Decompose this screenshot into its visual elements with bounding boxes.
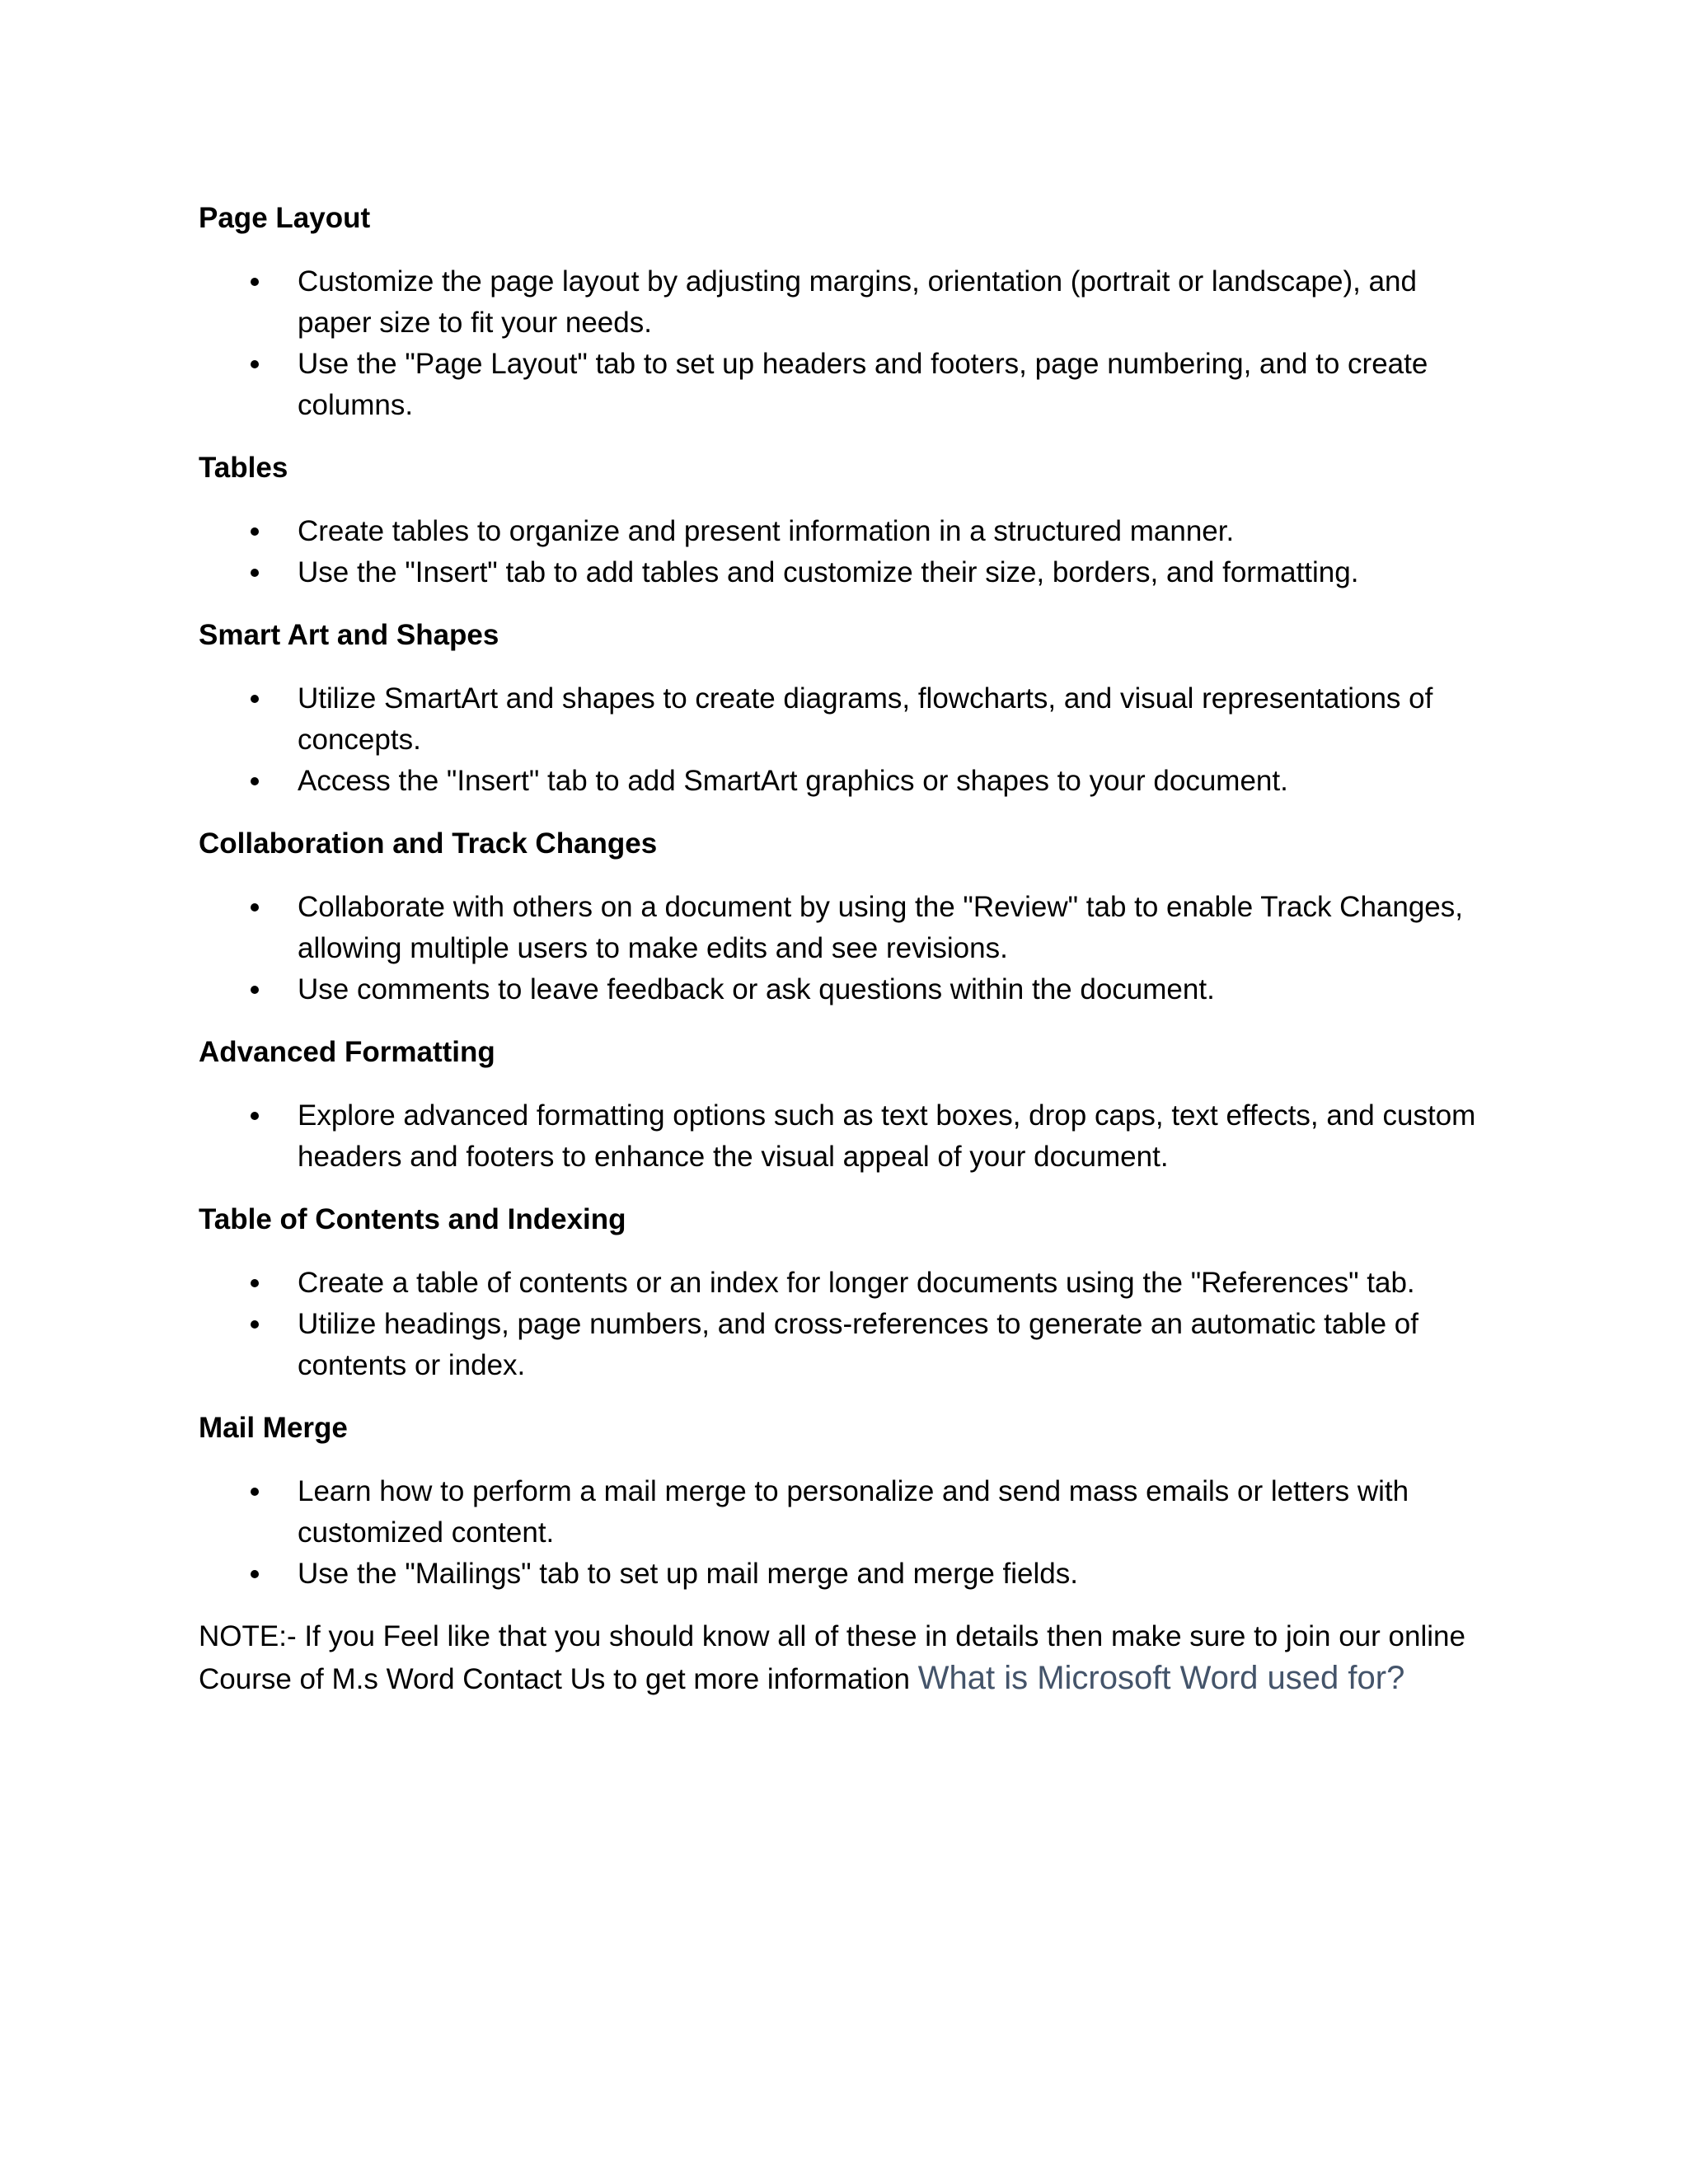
section-smart-art-and-shapes bbox=[199, 615, 1493, 802]
related-article-link[interactable]: What is Microsoft Word used for? bbox=[917, 1660, 1405, 1696]
list-item: Create tables to organize and present information in a structured manner. bbox=[199, 511, 1493, 552]
note-text: NOTE:- If you Feel like that you should know all of these in details then make sure to join our online Course of M.s Word Contact Us to get more information bbox=[199, 1620, 1465, 1695]
list-item: Learn how to perform a mail merge to personalize and send mass emails or letters with customized content. bbox=[199, 1471, 1493, 1554]
list-item: Use the "Mailings" tab to set up mail merge and merge fields. bbox=[199, 1554, 1493, 1595]
list-item: Use comments to leave feedback or ask questions within the document. bbox=[199, 969, 1493, 1010]
bullet-list bbox=[199, 261, 1493, 426]
bullet-list bbox=[199, 1263, 1493, 1386]
section-page-layout bbox=[199, 198, 1493, 426]
section-heading: Smart Art and Shapes bbox=[199, 619, 499, 651]
section-collaboration bbox=[199, 823, 1493, 1010]
note-paragraph bbox=[199, 1616, 1493, 1700]
bullet-list bbox=[199, 887, 1493, 1010]
list-item: Collaborate with others on a document by using the "Review" tab to enable Track Changes, allowing multiple users to make edits and see revisions. bbox=[199, 887, 1493, 969]
bullet-list bbox=[199, 1471, 1493, 1595]
list-item: Access the "Insert" tab to add SmartArt graphics or shapes to your document. bbox=[199, 761, 1493, 802]
bullet-list bbox=[199, 678, 1493, 802]
document-body bbox=[199, 198, 1493, 1700]
list-item: Utilize headings, page numbers, and cross-references to generate an automatic table of contents or index. bbox=[199, 1304, 1493, 1386]
bullet-list bbox=[199, 511, 1493, 593]
list-item: Use the "Page Layout" tab to set up headers and footers, page numbering, and to create columns. bbox=[199, 344, 1493, 426]
section-advanced-formatting bbox=[199, 1032, 1493, 1178]
list-item: Explore advanced formatting options such as text boxes, drop caps, text effects, and custom headers and footers to enhance the visual appeal of your document. bbox=[199, 1095, 1493, 1178]
section-mail-merge bbox=[199, 1408, 1493, 1595]
list-item: Utilize SmartArt and shapes to create diagrams, flowcharts, and visual representations of concepts. bbox=[199, 678, 1493, 761]
section-heading: Advanced Formatting bbox=[199, 1036, 495, 1068]
list-item: Create a table of contents or an index for longer documents using the "References" tab. bbox=[199, 1263, 1493, 1304]
section-heading: Page Layout bbox=[199, 202, 371, 234]
section-heading: Collaboration and Track Changes bbox=[199, 827, 658, 860]
list-item: Use the "Insert" tab to add tables and customize their size, borders, and formatting. bbox=[199, 552, 1493, 593]
list-item: Customize the page layout by adjusting margins, orientation (portrait or landscape), and paper size to fit your needs. bbox=[199, 261, 1493, 344]
section-heading: Table of Contents and Indexing bbox=[199, 1203, 626, 1235]
section-heading: Tables bbox=[199, 452, 288, 484]
section-heading: Mail Merge bbox=[199, 1412, 348, 1444]
section-tables bbox=[199, 448, 1493, 593]
section-table-of-contents bbox=[199, 1199, 1493, 1386]
bullet-list bbox=[199, 1095, 1493, 1178]
